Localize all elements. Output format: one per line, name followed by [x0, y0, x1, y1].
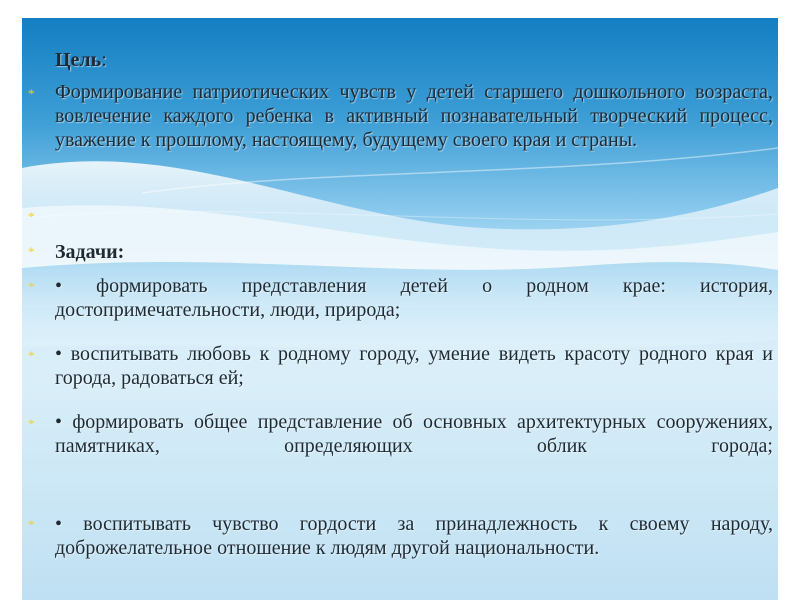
bullet-icon: * [28, 209, 35, 224]
task-item: • формировать представления детей о родном крае: история, достопримечательности, люди, природа; [55, 275, 773, 321]
bullet-icon: * [28, 86, 35, 101]
bullet-icon: * [28, 416, 35, 431]
task-item: • формировать общее представление об основных архитектурных сооружениях, памятниках, определяющих облик города; [55, 411, 773, 457]
task-item: • воспитывать любовь к родному городу, умение видеть красоту родного края и города, радоваться ей; [55, 343, 773, 389]
bullet-icon: * [28, 348, 35, 363]
tasks-heading: Задачи: [55, 241, 125, 263]
bullet-icon: * [28, 517, 35, 532]
goal-text: Формирование патриотических чувств у детей старшего дошкольного возраста, вовлечение каждого ребенка в активный познавательный творческий процесс, уважение к прошлому, настоящему, будущему своего края и страны. [55, 81, 773, 151]
task-item: • воспитывать чувство гордости за принадлежность к своему народу, доброжелательное отношение к людям другой национальности. [55, 513, 773, 559]
bullet-icon: * [28, 279, 35, 294]
goal-heading: Цель: [55, 49, 107, 71]
slide-content [22, 18, 778, 600]
slide [22, 18, 778, 600]
bullet-icon: * [28, 244, 35, 259]
